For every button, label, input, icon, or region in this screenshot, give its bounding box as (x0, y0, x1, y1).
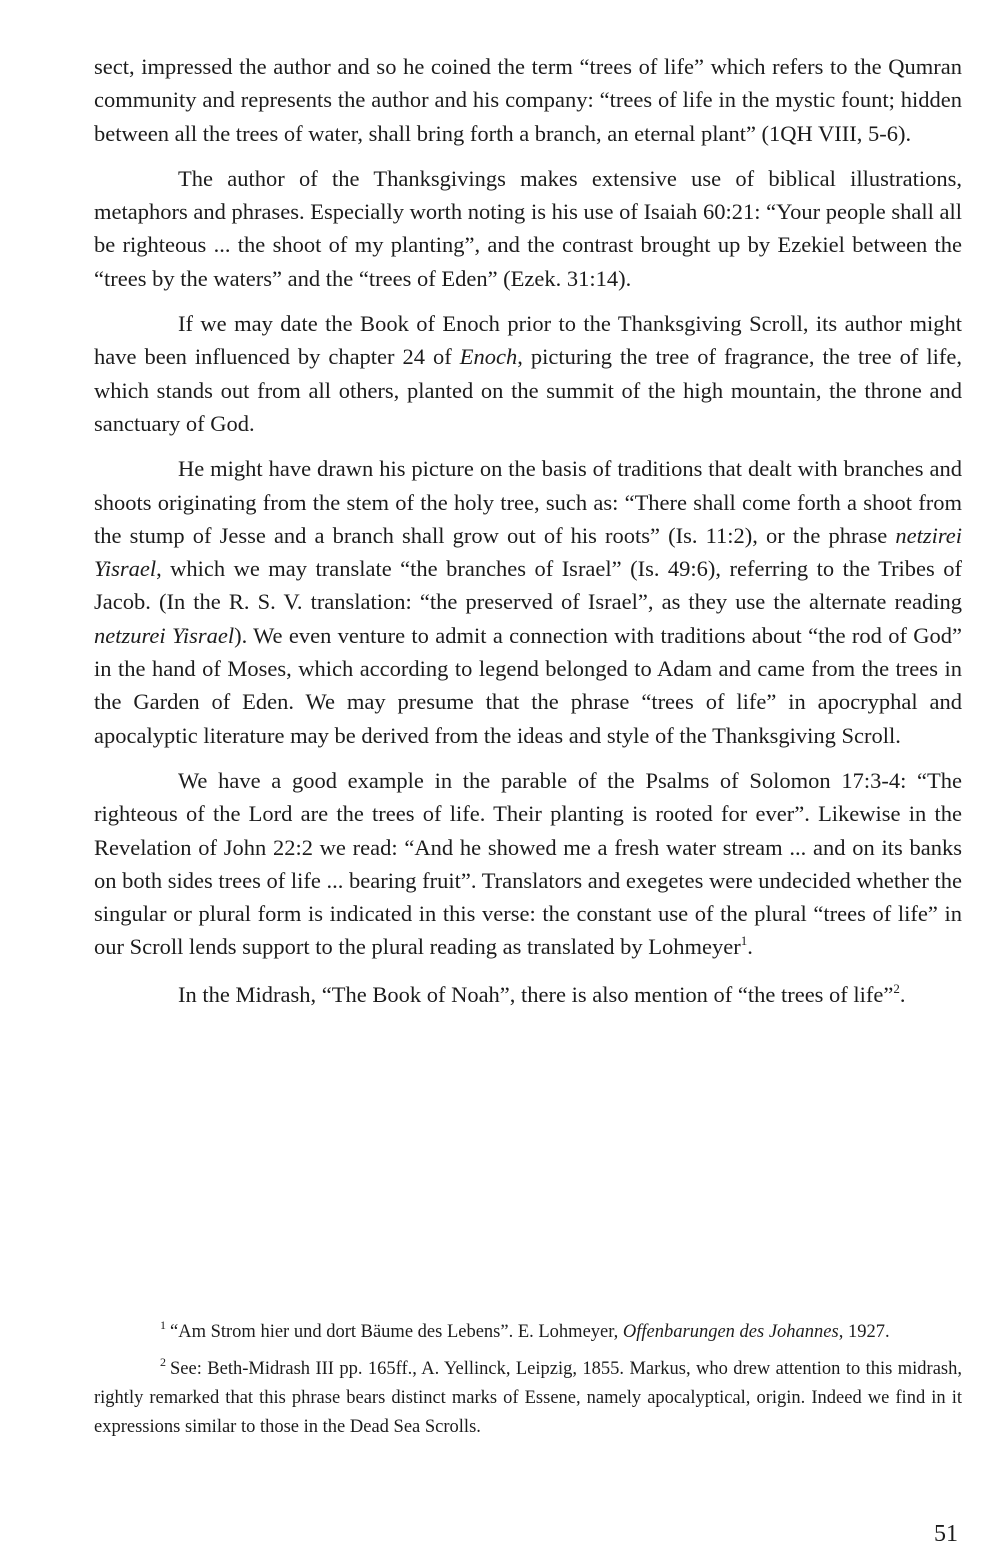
paragraph-5-text-a: We have a good example in the parable of the Psalms of Solomon 17:3-4: “The righteous of the Lord are the trees of life. Their planting is rooted for ever”. Likewise in the Revelation of John 22:2 we read: “And he showed me a fresh water stream ... and on its banks on both sides trees of life ... bearing fruit”. Translators and exegetes were undecided whether the singular or plural form is indicated in this verse: the constant use of the plural “trees of life” in our Scroll lends support to the plural reading as translated by Lohmeyer (94, 767, 962, 960)
paragraph-5-text-b: . (747, 934, 753, 960)
paragraph-6-text-a: In the Midrash, “The Book of Noah”, there is also mention of “the trees of life” (178, 981, 894, 1007)
footnote-1-text-a: “Am Strom hier und dort Bäume des Lebens”. E. Lohmeyer, (170, 1322, 623, 1342)
paragraph-3-italic-enoch: Enoch (459, 344, 518, 370)
footnote-1-italic-title: Offenbarungen des Johannes (622, 1322, 839, 1342)
paragraph-1: sect, impressed the author and so he coined the term “trees of life” which refers to the Qumran community and represents the author and his company: “trees of life in the mystic fount; hidden between all the trees of water, shall bring forth a branch, an eternal plant” (1QH VIII, 5-6). (94, 54, 962, 146)
paragraph-5 (94, 764, 962, 964)
paragraph-6 (94, 978, 962, 1011)
footnote-ref-2: 2 (893, 980, 900, 996)
page-number: 51 (934, 1521, 958, 1547)
footnotes (94, 1318, 962, 1450)
footnote-1 (94, 1318, 962, 1347)
paragraph-2: The author of the Thanksgivings makes extensive use of biblical illustrations, metaphors and phrases. Especially worth noting is his use of Isaiah 60:21: “Your people shall all be righteous ... the shoot of my planting”, and the contrast brought up by Ezekiel between the “trees by the waters” and the “trees of Eden” (Ezek. 31:14). (94, 165, 962, 291)
footnote-2-text: See: Beth-Midrash III pp. 165ff., A. Yellinck, Leipzig, 1855. Markus, who drew attention to this midrash, rightly remarked that this phrase bears distinct marks of Essene, namely apocalyptical, origin. Indeed we find in it expressions similar to those in the Dead Sea Scrolls. (94, 1359, 962, 1437)
paragraph-4-italic-netzirei: netzirei Yisrael (94, 522, 962, 582)
paragraph-4-text-c: , which we may translate “the branches of Israel” (Is. 49:6), referring to the Tribes of Jacob. (In the R. S. V. translation: “the preserved of Israel”, as they use the alternate reading (94, 556, 962, 615)
footnote-2-mark: 2 (160, 1355, 166, 1369)
main-text (94, 50, 962, 1023)
paragraph-4 (94, 452, 962, 752)
paragraph-4-text-a: He might have drawn his picture on the basis of traditions that dealt with branches and shoots originating from the stem of the holy tree, such as: “There shall come forth a shoot from the stump of Jesse and a branch shall grow out of his roots” (Is. 11:2), or the phrase (94, 456, 962, 548)
paragraph-6-text-b: . (899, 981, 906, 1007)
paragraph-4-italic-netzurei: netzurei Yisrael (94, 622, 235, 648)
footnote-1-text-c: , 1927. (838, 1322, 890, 1342)
paragraph-3 (94, 307, 962, 440)
paragraph-3-text-a: If we may date the Book of Enoch prior to the Thanksgiving Scroll, its author might have been influenced by chapter 24 of (94, 311, 962, 370)
footnote-ref-1: 1 (740, 933, 748, 949)
paragraph-4-text-e: ). We even venture to admit a connection with traditions about “the rod of God” in the hand of Moses, which according to legend belonged to Adam and came from the trees in the Garden of Eden. We may presume that the phrase “trees of life” in apocryphal and apocalyptic literature may be derived from the ideas and style of the Thanksgiving Scroll. (94, 622, 963, 748)
footnote-1-mark: 1 (160, 1318, 166, 1332)
paragraph-3-text-c: , picturing the tree of fragrance, the tree of life, which stands out from all others, planted on the summit of the high mountain, the throne and sanctuary of God. (94, 344, 962, 436)
footnote-2 (94, 1355, 962, 1442)
